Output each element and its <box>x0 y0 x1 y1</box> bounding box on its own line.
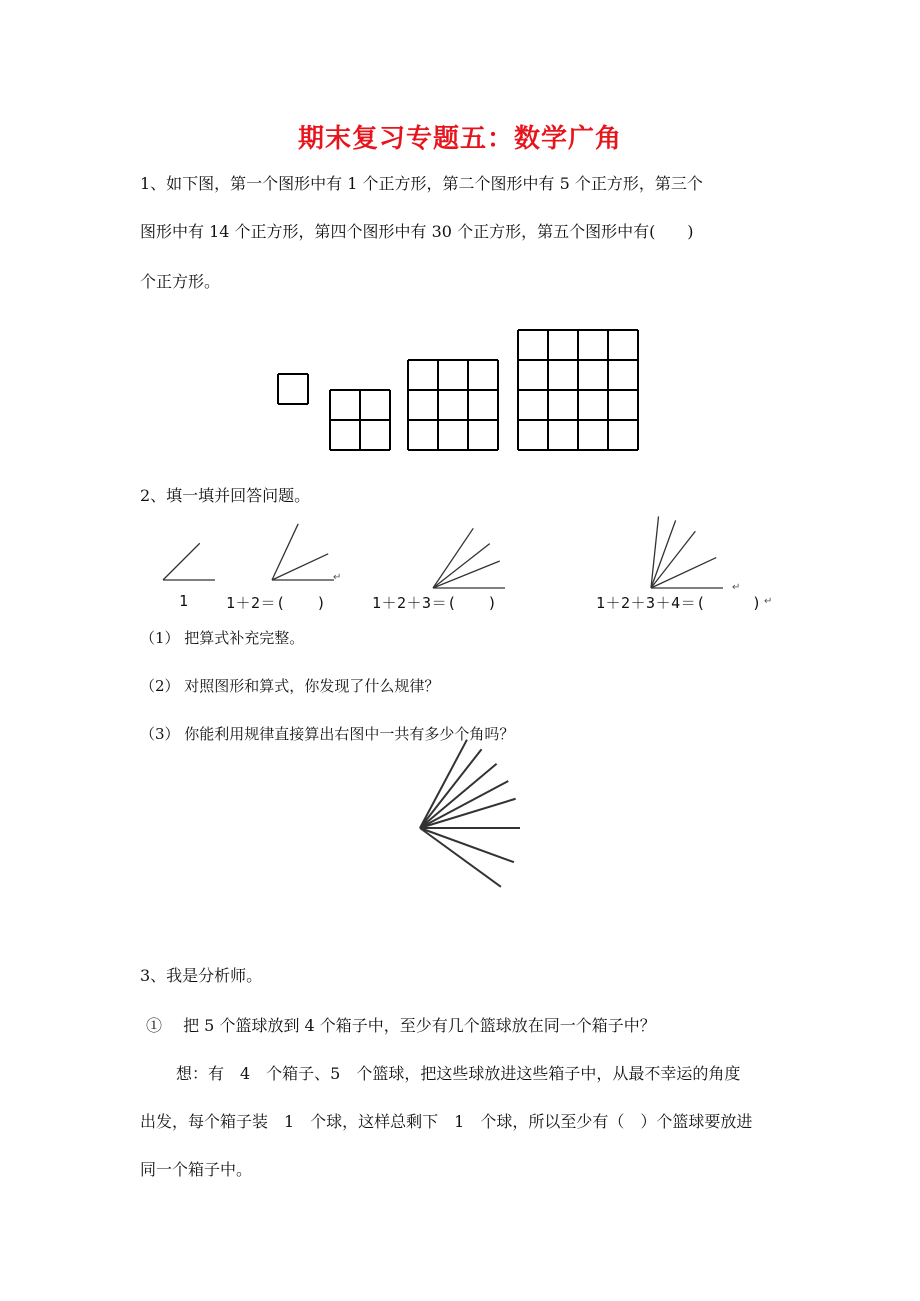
fan-2-ray <box>272 524 298 580</box>
fan-5-ray <box>420 828 501 887</box>
q2-sub-1: （1） 把算式补充完整。 <box>140 629 305 647</box>
page-title: 期末复习专题五：数学广角 <box>297 124 622 154</box>
fan-5-ray <box>420 828 514 862</box>
return-mark-3: ↵ <box>764 596 773 607</box>
formula-2: 1＋2＝( ) <box>226 594 327 612</box>
return-mark-2: ↵ <box>732 582 741 593</box>
formula-3: 1＋2＋3＝( ) <box>372 594 498 612</box>
q1-line-2: 图形中有 14 个正方形，第四个图形中有 30 个正方形，第五个图形中有( ) <box>140 222 694 241</box>
fan-3-ray <box>433 544 490 588</box>
formula-1: 1 <box>179 592 189 610</box>
square-grids-figure <box>278 330 638 450</box>
fan-3-ray <box>433 561 500 588</box>
q3-think-line-3: 同一个箱子中。 <box>140 1160 253 1179</box>
q3-heading: 3、我是分析师。 <box>140 966 263 985</box>
return-mark-1: ↵ <box>333 572 342 583</box>
q2-sub-3: （3） 你能利用规律直接算出右图中一共有多少个角吗？ <box>140 725 515 743</box>
fan-4-ray <box>651 531 695 588</box>
angle-fans-figure <box>163 516 723 886</box>
q2-heading: 2、填一填并回答问题。 <box>140 486 311 505</box>
formula-4: 1＋2＋3＋4＝( ) <box>596 594 762 612</box>
q1-line-1: 1、如下图，第一个图形中有 1 个正方形，第二个图形中有 5 个正方形，第三个 <box>140 174 703 193</box>
fan-2-ray <box>272 554 328 580</box>
q2-sub-2: （2） 对照图形和算式，你发现了什么规律？ <box>140 677 440 695</box>
q3-think-line-2: 出发，每个箱子装 1 个球，这样总剩下 1 个球，所以至少有（ ）个篮球要放进 <box>140 1112 753 1131</box>
q3-item-1: ① 把 5 个篮球放到 4 个箱子中，至少有几个篮球放在同一个箱子中？ <box>146 1016 656 1035</box>
q1-line-3: 个正方形。 <box>140 272 221 291</box>
fan-3-ray <box>433 528 473 588</box>
fan-5-ray <box>420 749 482 828</box>
fan-5-ray <box>420 764 497 828</box>
fan-1-ray <box>163 543 200 580</box>
q3-think-line-1: 想：有 4 个箱子、5 个篮球，把这些球放进这些箱子中，从最不幸运的角度 <box>176 1064 741 1083</box>
